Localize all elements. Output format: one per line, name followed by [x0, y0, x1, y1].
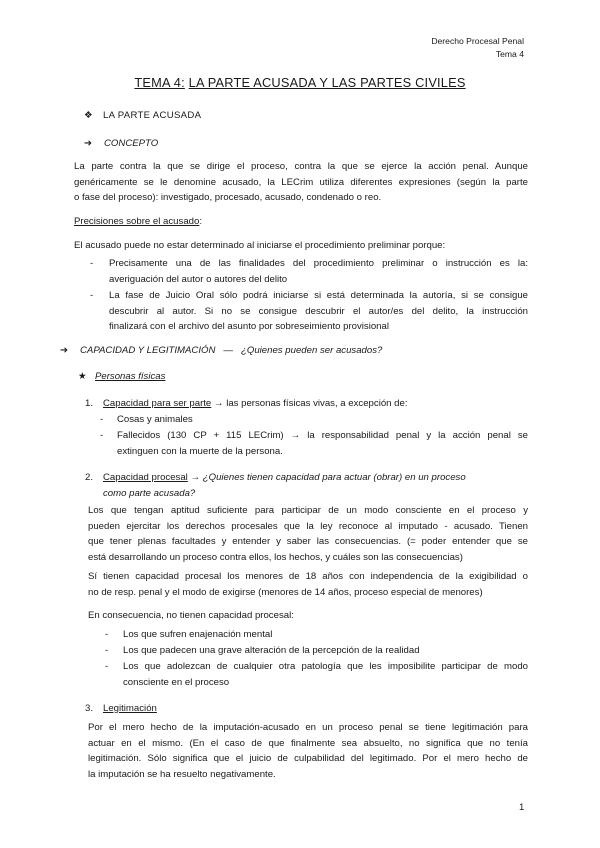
no-capacidad-item-1: Los que sufren enajenación mental [123, 629, 273, 640]
item-line: descubrir al autor. Si no se consigue descubrir el autor/es del delito, la instrucción [109, 305, 528, 317]
item-number: 1. [85, 398, 94, 409]
capacidad-heading-row [80, 343, 382, 359]
list-dash: - [105, 629, 109, 640]
capacidad-procesal-block [103, 470, 528, 501]
list-dash: - [105, 661, 109, 672]
precisiones-item-2 [109, 288, 528, 335]
item-line: finalizará con el archivo del asunto por sobreseimiento provisional [109, 321, 389, 333]
excepcion-item-1: Cosas y animales [117, 414, 193, 425]
list-dash: - [100, 414, 104, 425]
para-line: la imputación se ha resuelto negativamente. [88, 768, 276, 780]
arrow-icon: ➔ [84, 138, 93, 149]
section-heading-parte-acusada: LA PARTE ACUSADA [103, 110, 202, 121]
page-title [0, 75, 600, 91]
title-prefix: TEMA 4: [134, 75, 185, 90]
item-line: extinguen con la muerte de la persona. [117, 445, 283, 457]
item-line: La fase de Juicio Oral sólo podrá iniciarse si está determinada la autoría, si se consigue [109, 290, 528, 301]
list-dash: - [105, 645, 109, 656]
item-line: consciente en el proceso [123, 676, 230, 688]
legitimacion-title: Legitimación [103, 703, 157, 714]
no-capacidad-item-3 [123, 659, 528, 690]
header-subject: Derecho Procesal Penal [431, 36, 524, 46]
star-icon: ★ [78, 371, 87, 382]
header-topic: Tema 4 [495, 48, 524, 59]
item-line: Los que adolezcan de cualquier otra patología que les imposibilite participar de modo [123, 661, 528, 672]
precisiones-intro: El acusado puede no estar determinado al iniciarse el procedimiento preliminar porque: [74, 240, 446, 251]
para-line: Sí tienen capacidad procesal los menores de 18 años con independencia de la exigibilidad o [88, 571, 528, 582]
para-line: Los que tengan aptitud suficiente para participar de un modo consciente en el proceso y [88, 505, 528, 516]
item-line: Precisamente una de las finalidades del procedimiento preliminar o instrucción es la: [109, 258, 528, 269]
capacidad-procesal-arrow: → [187, 472, 203, 483]
page-number: 1 [519, 802, 525, 813]
capacidad-procesal-paragraph-2 [88, 569, 528, 600]
capacidad-procesal-row [103, 470, 528, 486]
precisiones-heading [74, 214, 202, 230]
heading-dash: — [223, 345, 234, 356]
list-dash: - [90, 290, 94, 301]
capacidad-procesal-paragraph-1 [88, 503, 528, 565]
no-capacidad-item-2: Los que padecen una grave alteración de la percepción de la realidad [123, 645, 420, 656]
list-dash: - [90, 258, 94, 269]
title-main: LA PARTE ACUSADA Y LAS PARTES CIVILES [188, 75, 466, 90]
concepto-line: genéricamente se le denomine acusado, la LECrim utiliza diferentes expresiones (según la parte [74, 176, 528, 188]
list-dash: - [100, 430, 104, 441]
para-line: pueden ejercitar los derechos procesales que la ley reconoce al imputado - acusado. Tienen [88, 520, 528, 532]
para-line: actuar en el mismo. (En el caso de que finalmente sea absuelto, no significa que no tenía [88, 737, 528, 749]
para-line: está desarrollando un proceso contra ellos, los hechos, y cuáles son las consecuencias) [88, 551, 463, 563]
capacidad-ser-parte-row [103, 396, 408, 412]
concepto-line: La parte contra la que se dirige el proceso, contra la que se ejerce la acción penal. Aunque [74, 161, 528, 172]
item-line: Fallecidos (130 CP + 115 LECrim) → la responsabilidad penal y la acción penal se [117, 430, 528, 441]
para-line: que tener plenas facultades y entender y saber las consecuencias. (= poder entender que se [88, 536, 528, 548]
concepto-line: o fase del proceso): investigado, procesado, acusado, condenado o reo. [74, 192, 382, 204]
item-line: averiguación del autor o autores del delito [109, 273, 288, 285]
concepto-paragraph [74, 159, 528, 206]
concepto-heading: CONCEPTO [104, 138, 159, 149]
precisiones-item-1 [109, 256, 528, 287]
precisiones-heading-text: Precisiones sobre el acusado [74, 216, 200, 227]
item-number: 2. [85, 472, 94, 483]
personas-fisicas-heading: Personas físicas [95, 371, 166, 382]
precisiones-colon: : [199, 216, 202, 227]
capacidad-ser-parte-title: Capacidad para ser parte [103, 398, 212, 409]
capacidad-procesal-question: ¿Quienes tienen capacidad para actuar (obrar) en un proceso [202, 472, 466, 483]
para-line: Por el mero hecho de la imputación-acusado en un proceso penal se tiene legitimación para [88, 722, 528, 733]
para-line: no de resp. penal y el modo de exigirse (menores de 14 años, proceso especial de menores) [88, 586, 483, 598]
legitimacion-paragraph [88, 720, 528, 782]
capacidad-heading: CAPACIDAD Y LEGITIMACIÓN [80, 345, 216, 356]
capacidad-question: ¿Quienes pueden ser acusados? [241, 345, 383, 356]
page-header [431, 35, 524, 60]
excepcion-item-2 [117, 428, 528, 459]
capacidad-ser-parte-text: → las personas físicas vivas, a excepción de: [211, 398, 408, 409]
para-line: legitimación. Sólo significa que el juicio de culpabilidad del legitimado. Por el mero hecho de [88, 753, 528, 765]
section-bullet-icon: ❖ [84, 110, 93, 121]
arrow-icon: ➔ [60, 345, 69, 356]
capacidad-procesal-title: Capacidad procesal [103, 472, 188, 483]
consecuencia-text: En consecuencia, no tienen capacidad procesal: [88, 610, 294, 621]
item-number: 3. [85, 703, 94, 714]
capacidad-procesal-question-line-2: como parte acusada? [103, 487, 196, 499]
